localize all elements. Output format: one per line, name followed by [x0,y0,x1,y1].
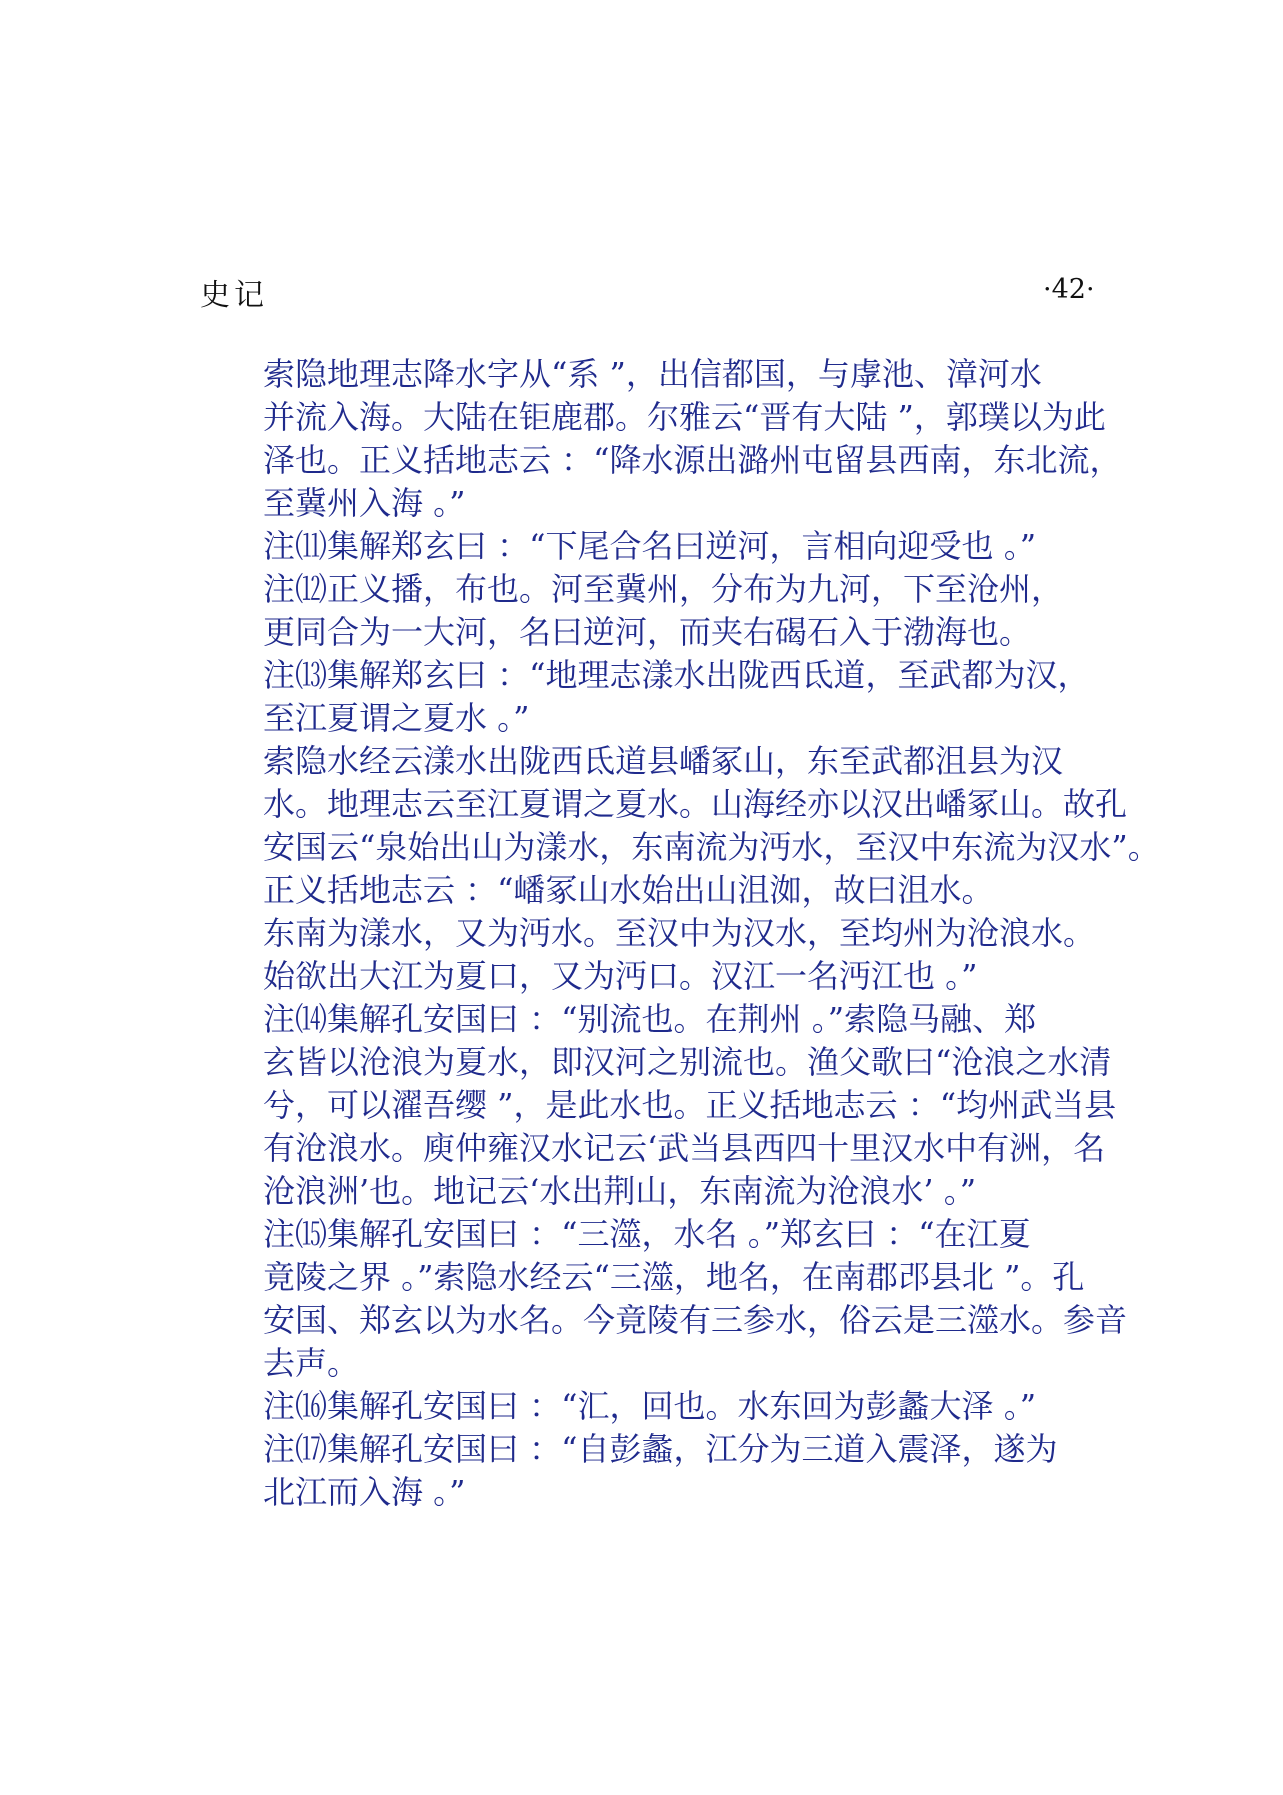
text-line: 索隐地理志降水字从“系 ”，出信都国，与虖池、漳河水 [263,355,1042,393]
text-line: 东南为漾水，又为沔水。至汉中为汉水，至均州为沧浪水。 [263,914,1096,952]
text-line: 去声。 [263,1344,360,1382]
text-line: 正义括地志云 ：“嶓冢山水始出山沮洳，故曰沮水。 [263,871,994,909]
paragraph [197,353,1122,525]
text-line: 更同合为一大河，名曰逆河，而夹右碣石入于渤海也。 [263,613,1032,651]
paragraph [197,740,1160,912]
text-line: 兮，可以濯吾缨 ”，是此水也。正义括地志云 ：“均州武当县 [263,1086,1117,1124]
paragraph [197,998,1117,1213]
text-line: 注⑿正义播，布也。河至冀州，分布为九河，下至沧州， [263,570,1064,608]
paragraph [197,1428,1097,1514]
text-line: 索隐水经云漾水出陇西氐道县嶓冢山，东至武都沮县为汉 [263,742,1064,780]
text-line: 北江而入海 。” [263,1473,466,1511]
text-line: 至江夏谓之夏水 。” [263,699,530,737]
paragraph [197,654,1097,740]
page-number: ·42· [1043,274,1095,305]
text-line: 至冀州入海 。” [263,484,466,522]
text-line: 泽也。正义括地志云 ：“降水源出潞州屯留县西南，东北流， [263,441,1122,479]
text-line: 并流入海。大陆在钜鹿郡。尔雅云“晋有大陆 ”，郭璞以为此 [263,398,1106,436]
body-text [197,353,1160,1514]
paragraph [197,525,1097,568]
text-line: 安国云“泉始出山为漾水，东南流为沔水，至汉中东流为汉水”。 [263,828,1160,866]
text-line: 注⒀集解郑玄曰 ：“地理志漾水出陇西氐道，至武都为汉， [263,656,1090,694]
text-line: 安国、郑玄以为水名。今竟陵有三参水，俗云是三澨水。参音 [263,1301,1128,1339]
text-line: 玄皆以沧浪为夏水，即汉河之别流也。渔父歌曰“沧浪之水清 [263,1043,1112,1081]
paragraph [197,1385,1097,1428]
text-line: 注⒂集解孔安国曰 ：“三澨，水名 。”郑玄曰 ：“在江夏 [263,1215,1031,1253]
text-line: 有沧浪水。庾仲雍汉水记云‘武当县西四十里汉水中有洲，名 [263,1129,1106,1167]
paragraph [197,568,1097,654]
running-header-title: 史记 [200,278,268,313]
text-line: 竟陵之界 。”索隐水经云“三澨，地名，在南郡邔县北 ”。孔 [263,1258,1085,1296]
text-line: 沧浪洲’也。地记云‘水出荆山，东南流为沧浪水’ 。” [263,1172,977,1210]
text-line: 始欲出大江为夏口，又为沔口。汉江一名沔江也 。” [263,957,978,995]
text-line: 注⒄集解孔安国曰 ：“自彭蠡，江分为三道入震泽，遂为 [263,1430,1058,1468]
paragraph [197,912,1097,998]
text-line: 注⑾集解郑玄曰 ：“下尾合名曰逆河，言相向迎受也 。” [263,527,1037,565]
text-line: 注⒃集解孔安国曰 ：“汇，回也。水东回为彭蠡大泽 。” [263,1387,1037,1425]
text-line: 水。地理志云至江夏谓之夏水。山海经亦以汉出嶓冢山。故孔 [263,785,1128,823]
text-line: 注⒁集解孔安国曰 ：“别流也。在荆州 。”索隐马融、郑 [263,1000,1037,1038]
paragraph [197,1213,1128,1385]
